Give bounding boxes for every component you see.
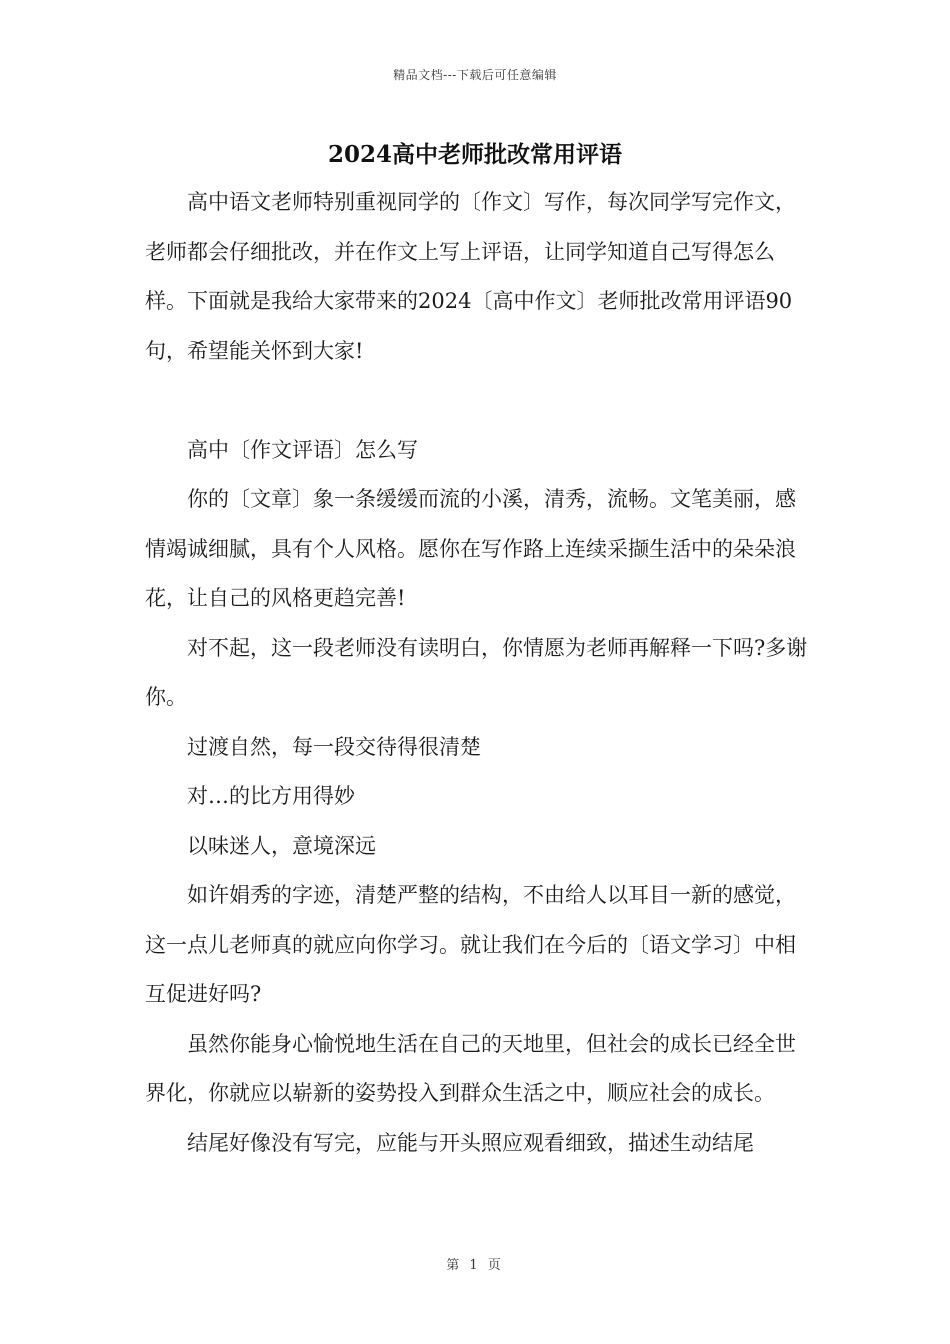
page-header: 精品文档---下载后可任意编辑 [393, 68, 557, 82]
document-title: 2024高中老师批改常用评语 [327, 141, 622, 168]
comment-paragraph: 对不起，这一段老师没有读明白，你情愿为老师再解释一下吗?多谢你。 [145, 635, 808, 709]
comment-paragraph: 过渡自然，每一段交待得很清楚 [187, 734, 481, 759]
comment-paragraph: 对…的比方用得妙 [187, 784, 355, 808]
comment-paragraph: 如许娟秀的字迹，清楚严整的结构，不由给人以耳目一新的感觉，这一点儿老师真的就应向你学习。就让我们在今后的〔语文学习〕中相互促进好吗? [145, 883, 796, 1006]
comment-paragraph: 你的〔文章〕象一条缓缓而流的小溪，清秀，流畅。文笔美丽，感情竭诚细腻，具有个人风格。愿你在写作路上连续采撷生活中的朵朵浪花，让自己的风格更趋完善! [145, 487, 796, 610]
section-heading: 高中〔作文评语〕怎么写 [187, 437, 418, 462]
comment-paragraph: 结尾好像没有写完，应能与开头照应观看细致，描述生动结尾 [187, 1130, 754, 1155]
comment-paragraph: 以味迷人，意境深远 [187, 833, 376, 858]
document-body [145, 178, 810, 1168]
intro-paragraph: 高中语文老师特别重视同学的〔作文〕写作，每次同学写完作文，老师都会仔细批改，并在作文上写上评语，让同学知道自己写得怎么样。下面就是我给大家带来的2024〔高中作文〕老师批改常用评语90句，希望能关怀到大家! [145, 190, 796, 363]
comment-paragraph: 虽然你能身心愉悦地生活在自己的天地里，但社会的成长已经全世界化，你就应以崭新的姿势投入到群众生活之中，顺应社会的成长。 [145, 1031, 796, 1105]
page-number: 第 1 页 [446, 1258, 504, 1273]
